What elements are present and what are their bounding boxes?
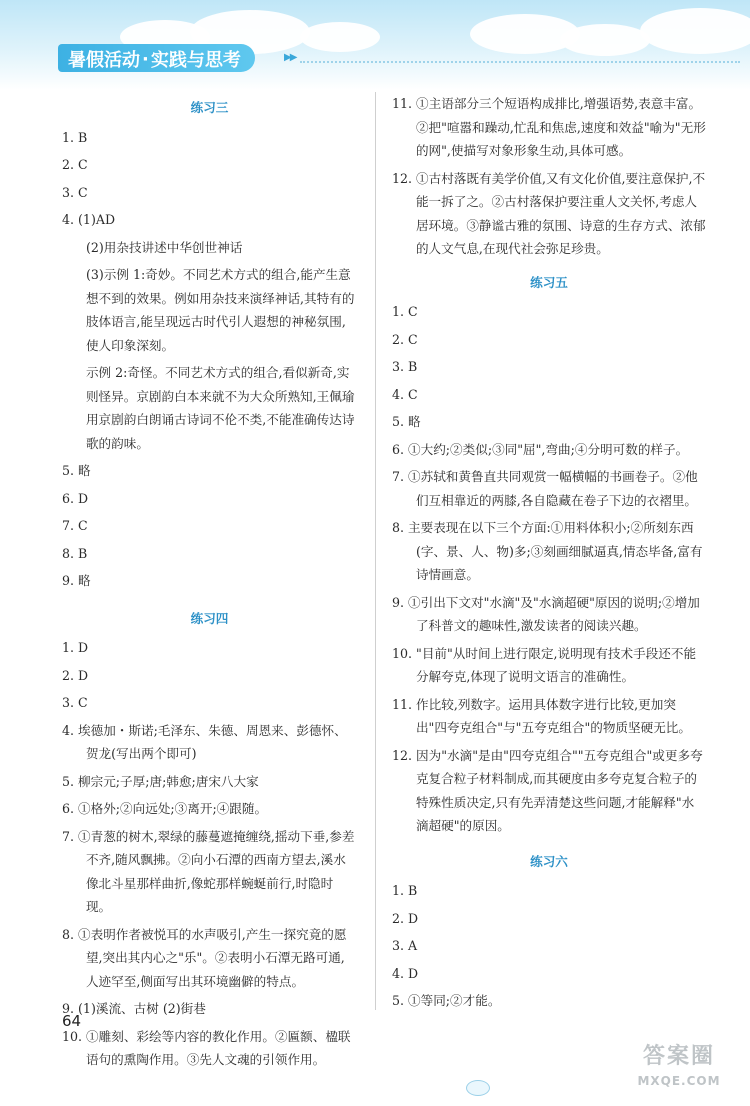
- answer-item: 1. D: [62, 640, 89, 655]
- answer-item: 10. ①雕刻、彩绘等内容的教化作用。②匾额、楹联语句的熏陶作用。③先人文魂的引领作用。: [62, 1028, 351, 1067]
- answer-item: 10. "目前"从时间上进行限定,说明现有技术手段还不能分解夸克,体现了说明文语言的准确性。: [392, 645, 697, 684]
- header-title-part-a: 暑假活动: [68, 50, 140, 71]
- answer-item: 7. ①苏轼和黄鲁直共同观赏一幅横幅的书画卷子。②他们互相靠近的两膝,各自隐藏在卷子下边的衣褶里。: [392, 469, 698, 508]
- header-title-part-b: 实践与思考: [150, 50, 241, 71]
- answer-item: 3. C: [62, 695, 88, 710]
- answer-item: 3. C: [62, 184, 88, 200]
- answer-item: 6. ①大约;②类似;③同"屈",弯曲;④分明可数的样子。: [392, 441, 689, 457]
- answer-item: 3. A: [392, 938, 418, 953]
- answer-item: 8. B: [62, 545, 88, 561]
- watermark-text-top: 答案圈: [642, 1044, 715, 1069]
- answer-item: 2. C: [62, 157, 88, 172]
- answer-item: 2. D: [392, 910, 419, 926]
- section-title-3: 练习三: [190, 100, 229, 115]
- watermark-text-bottom: MXQE.COM: [637, 1074, 721, 1088]
- answer-subitem: (2)用杂技讲述中华创世神话: [85, 239, 243, 255]
- answer-item: 5. ①等同;②才能。: [392, 993, 501, 1008]
- answer-item: 4. 埃德加・斯诺;毛泽东、朱德、周恩来、彭德怀、贺龙(写出两个即可): [62, 722, 347, 761]
- answer-item: 4. D: [392, 965, 419, 981]
- header-dotted-rule: [300, 61, 740, 63]
- answer-item: 5. 柳宗元;子厚;唐;韩愈;唐宋八大家: [62, 773, 259, 789]
- answer-item: 9. (1)溪流、古树 (2)街巷: [62, 1001, 206, 1016]
- answer-subitem: (3)示例 1:奇妙。不同艺术方式的组合,能产生意想不到的效果。例如用杂技来演绎神话,其特有的肢体语言,能呈现远古时代引人遐想的神秘氛围,使人印象深刻。: [85, 267, 355, 353]
- cloud-decoration: [300, 22, 380, 52]
- left-column: [62, 92, 357, 1076]
- answer-item: 1. C: [392, 304, 418, 319]
- answer-item: 6. D: [62, 490, 89, 506]
- header-title-badge: [58, 44, 255, 72]
- double-arrow-icon: ▶▶: [284, 52, 296, 63]
- answer-item: 12. 因为"水滴"是由"四夸克组合""五夸克组合"或更多夸克复合粒子材料制成,而其硬度由多夸克复合粒子的特殊性质决定,只有先弄清楚这些问题,才能解释"水滴超硬"的原因。: [392, 747, 703, 833]
- answer-item: 2. D: [62, 667, 89, 683]
- column-divider: [375, 92, 376, 1010]
- answer-item: 7. ①青葱的树木,翠绿的藤蔓遮掩缠绕,摇动下垂,参差不齐,随风飘拂。②向小石潭的西南方望去,溪水像北斗星那样曲折,像蛇那样蜿蜒前行,时隐时现。: [62, 828, 355, 914]
- right-column: [392, 92, 706, 1017]
- answer-item: 3. B: [392, 359, 418, 374]
- answer-item: 4. C: [392, 386, 418, 402]
- section-title-5: 练习五: [530, 274, 568, 290]
- answer-item: 5. 略: [62, 463, 91, 478]
- answer-item: 8. ①表明作者被悦耳的水声吸引,产生一探究竟的愿望,突出其内心之"乐"。②表明小石潭无路可通,人迹罕至,侧面写出其环境幽僻的特点。: [62, 926, 347, 989]
- answer-item: 5. 略: [392, 414, 421, 429]
- watermark-logo: [618, 1042, 740, 1100]
- answer-item: 1. B: [392, 883, 418, 898]
- header-title-separator: ·: [142, 48, 149, 70]
- answer-item: 7. C: [62, 518, 88, 533]
- section-title-6: 练习六: [530, 853, 568, 869]
- page-header: [0, 0, 750, 90]
- answer-item: 4. (1)AD: [62, 212, 116, 227]
- page-number: 64: [62, 1012, 82, 1030]
- answer-item: 9. ①引出下文对"水滴"及"水滴超硬"原因的说明;②增加了科普文的趣味性,激发读者的阅读兴趣。: [392, 594, 700, 633]
- section-title-4: 练习四: [190, 610, 229, 626]
- answer-item: 9. 略: [62, 573, 91, 588]
- answer-item: 8. 主要表现在以下三个方面:①用料体积小;②所刻东西(字、景、人、物)多;③刻画细腻逼真,情态毕备,富有诗情画意。: [392, 520, 703, 582]
- answer-item: 1. B: [62, 129, 88, 145]
- answer-subitem: 示例 2:奇怪。不同艺术方式的组合,看似新奇,实则怪异。京剧韵白本来就不为大众所熟知,王佩瑜用京剧韵白朗诵古诗词不伦不类,不能准确传达诗歌的韵味。: [85, 365, 355, 451]
- footer-ornament-icon: [466, 1080, 490, 1096]
- answer-item: 12. ①古村落既有美学价值,又有文化价值,要注意保护,不能一拆了之。②古村落保护要注重人文关怀,考虑人居环境。③静谧古雅的氛围、诗意的生存方式、浓郁的人文气息,在现代社会弥足珍贵。: [392, 170, 706, 256]
- answer-item: 6. ①格外;②向远处;③离开;④跟随。: [62, 801, 268, 816]
- answer-item: 2. C: [392, 331, 418, 347]
- cloud-decoration: [560, 24, 650, 56]
- cloud-decoration: [640, 8, 750, 54]
- answer-item: 11. 作比较,列数字。运用具体数字进行比较,更加突出"四夸克组合"与"五夸克组合"的物质坚硬无比。: [392, 696, 691, 735]
- answer-item: 11. ①主语部分三个短语构成排比,增强语势,表意丰富。②把"喧嚣和躁动,忙乱和焦虑,速度和效益"喻为"无形的网",使描写对象形象生动,具体可感。: [392, 96, 706, 158]
